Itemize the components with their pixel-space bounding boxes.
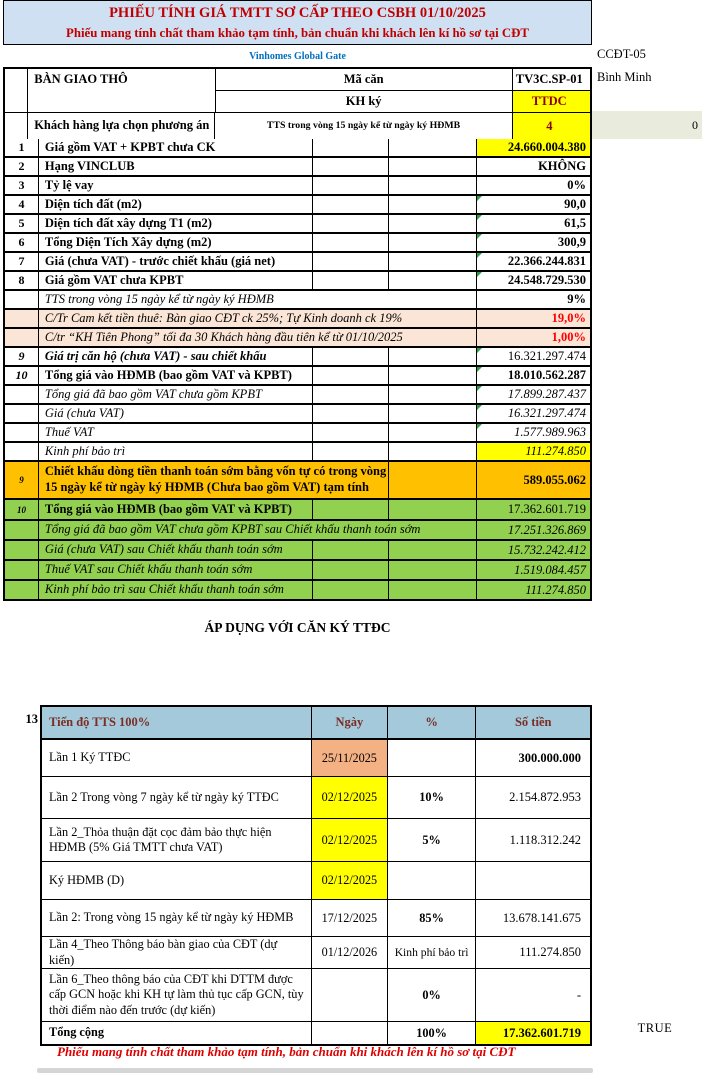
payment-date-cell[interactable]: 02/12/2025	[312, 777, 388, 818]
payment-date-cell: 01/12/2026	[312, 937, 388, 968]
row-number-cell	[5, 310, 39, 327]
sheet-title: PHIẾU TÍNH GIÁ TMTT SƠ CẤP THEO CSBH 01/10/2025	[109, 4, 486, 21]
row-number-cell	[5, 581, 39, 599]
sheet-subtitle: Phiếu mang tính chất tham khảo tạm tính, bản chuẩn khi khách lên kí hồ sơ tại CĐT	[66, 25, 529, 40]
payment-percent-cell: 85%	[388, 900, 477, 936]
payment-row	[42, 819, 590, 862]
empty-cell	[389, 196, 478, 213]
value-cell: 111.274.850	[477, 581, 592, 599]
empty-cell	[389, 443, 478, 460]
price-row	[3, 177, 592, 196]
row-number-cell: 1	[5, 139, 39, 156]
payment-header-percent: %	[388, 707, 477, 738]
empty-cell	[389, 253, 478, 270]
row-number-cell	[5, 405, 39, 422]
row-number-cell	[5, 386, 39, 403]
value-cell[interactable]: 24.660.004.380	[477, 139, 592, 156]
payment-row	[42, 900, 590, 937]
price-row	[3, 367, 592, 386]
value-cell: 1,00%	[477, 329, 592, 346]
payment-row-number: 13	[25, 712, 38, 726]
label-cell: Kinh phí bảo trì	[39, 443, 313, 460]
true-flag: TRUE	[637, 1021, 673, 1035]
value-cell: 16.321.297.474	[477, 405, 592, 422]
value-cell: 15.732.242.412	[477, 541, 592, 559]
label-cell: Giá gồm VAT chưa KPBT	[39, 272, 313, 289]
value-cell: 1.577.989.963	[477, 424, 592, 441]
empty-cell	[313, 367, 389, 384]
payment-label-cell: Lần 4_Theo Thông báo bàn giao của CĐT (dự kiến)	[42, 937, 312, 968]
label-cell: Diện tích đất (m2)	[39, 196, 313, 213]
empty-cell	[313, 561, 389, 579]
label-cell: Thuế VAT sau Chiết khấu thanh toán sớm	[39, 561, 313, 579]
payment-date-cell	[312, 1022, 388, 1044]
price-row	[3, 541, 592, 561]
price-row	[3, 234, 592, 253]
brand-line	[3, 45, 592, 67]
empty-cell	[389, 177, 478, 194]
label-cell: Diện tích đất xây dựng T1 (m2)	[39, 215, 313, 232]
info-table	[3, 67, 592, 141]
empty-cell	[389, 367, 478, 384]
row-number-cell: 8	[5, 272, 39, 289]
footer-note: Phiếu mang tính chất tham khảo tạm tính, bản chuẩn khi khách lên kí hồ sơ tại CĐT	[57, 1044, 516, 1059]
payment-row	[42, 937, 590, 969]
option-value-cell[interactable]: 4	[513, 113, 592, 141]
code-label: CCĐT-05	[597, 47, 646, 61]
value-cell: 24.548.729.530	[477, 272, 592, 289]
option-label: Khách hàng lựa chọn phương án	[28, 113, 215, 141]
price-row	[3, 386, 592, 405]
price-row	[3, 139, 592, 158]
price-row	[3, 581, 592, 601]
row-number-cell	[5, 521, 39, 539]
empty-cell	[389, 462, 478, 498]
sign-label: KH ký	[216, 91, 513, 113]
payment-table	[40, 705, 592, 1046]
empty-cell	[389, 158, 478, 175]
row-number-cell	[5, 541, 39, 559]
label-cell: Hạng VINCLUB	[39, 158, 313, 175]
payment-amount-cell: 1.118.312.242	[509, 832, 581, 847]
brand-name: Vinhomes Global Gate	[249, 50, 346, 62]
value-cell: 1.519.084.457	[477, 561, 592, 579]
empty-cell	[313, 386, 389, 403]
price-row	[3, 462, 592, 500]
bottom-scroll-bar	[37, 1068, 593, 1073]
payment-row	[42, 777, 590, 819]
payment-label-cell: Tổng cộng	[42, 1022, 312, 1044]
row-number-cell	[5, 561, 39, 579]
label-cell: Chiết khấu dòng tiền thanh toán sớm bằng vốn tự có trong vòng 15 ngày kể từ ngày ký HĐMB (Chưa bao gồm VAT) tạm tính	[39, 462, 389, 498]
sign-value-cell[interactable]: TTDC	[513, 91, 592, 113]
label-cell: TTS trong vòng 15 ngày kể từ ngày ký HĐMB	[39, 291, 478, 308]
empty-cell	[313, 215, 389, 232]
empty-cell	[389, 348, 478, 365]
empty-cell	[313, 234, 389, 251]
payment-date-cell	[312, 969, 388, 1021]
payment-header-date: Ngày	[312, 707, 388, 738]
row-number-cell	[5, 443, 39, 460]
payment-row	[42, 740, 590, 777]
price-row	[3, 272, 592, 291]
label-cell: Giá (chưa VAT)	[39, 405, 313, 422]
empty-cell	[389, 581, 478, 599]
label-cell: Giá (chưa VAT) - trước chiết khấu (giá net)	[39, 253, 313, 270]
label-cell: C/tr “KH Tiên Phong” tối đa 30 Khách hàng đầu tiên kể từ 01/10/2025	[39, 329, 478, 346]
empty-cell	[313, 405, 389, 422]
label-cell: Giá gồm VAT + KPBT chưa CK	[39, 139, 313, 156]
row-number-cell	[5, 329, 39, 346]
payment-amount-cell	[476, 862, 590, 899]
price-row	[3, 424, 592, 443]
empty-cell	[313, 177, 389, 194]
empty-cell	[313, 541, 389, 559]
value-cell: KHÔNG	[477, 158, 592, 175]
label-cell: Tỷ lệ vay	[39, 177, 313, 194]
label-cell: Giá (chưa VAT) sau Chiết khấu thanh toán sớm	[39, 541, 313, 559]
value-cell: 17.899.287.437	[477, 386, 592, 403]
label-cell: Giá trị căn hộ (chưa VAT) - sau chiết khấu	[39, 348, 313, 365]
price-row	[3, 196, 592, 215]
empty-cell	[389, 424, 478, 441]
empty-cell	[389, 386, 478, 403]
value-cell: 90,0	[477, 196, 592, 213]
main-table	[3, 139, 592, 601]
empty-cell	[313, 443, 389, 460]
row-number-cell: 7	[5, 253, 39, 270]
price-row	[3, 405, 592, 424]
sign-row	[3, 91, 592, 113]
row-number-cell	[5, 291, 39, 308]
empty-cell	[389, 541, 478, 559]
row-number-cell: 2	[5, 158, 39, 175]
payment-amount-cell[interactable]: 17.362.601.719	[476, 1022, 590, 1044]
payment-amount-cell: 2.154.872.953	[509, 790, 581, 804]
value-cell: 17.362.601.719	[477, 500, 592, 519]
option-note: TTS trong vòng 15 ngày kể từ ngày ký HĐMB	[215, 113, 512, 141]
row-number-cell	[5, 424, 39, 441]
payment-amount-cell: 111.274.850	[519, 945, 581, 959]
unit-code-value: TV3C.SP-01	[513, 69, 592, 91]
payment-percent-cell: 100%	[388, 1022, 477, 1044]
empty-cell	[313, 196, 389, 213]
empty-cell	[313, 139, 389, 156]
label-cell: Thuế VAT	[39, 424, 313, 441]
label-cell: Tổng giá đã bao gồm VAT chưa gồm KPBT	[39, 386, 313, 403]
price-row	[3, 291, 592, 310]
handover-label: BÀN GIAO THÔ	[28, 69, 216, 91]
price-row	[3, 215, 592, 234]
row-number-cell: 10	[5, 500, 39, 519]
label-cell: Tổng giá vào HĐMB (bao gồm VAT và KPBT)	[39, 500, 313, 519]
empty-cell	[313, 581, 389, 599]
payment-label-cell: Ký HĐMB (D)	[42, 862, 312, 899]
agent-name: Bình Minh	[597, 70, 652, 84]
price-row	[3, 521, 592, 541]
price-row	[3, 348, 592, 367]
payment-amount-cell: 13.678.141.675	[502, 910, 581, 925]
payment-label-cell: Lần 2 Trong vòng 7 ngày kể từ ngày ký TTĐC	[42, 777, 312, 818]
payment-label-cell: Lần 6_Theo thông báo của CĐT khi DTTM được cấp GCN hoặc khi KH tự làm thủ tục cấp GCN, tùy thời điểm nào đến trước (dự kiến)	[42, 969, 312, 1021]
payment-percent-cell: 0%	[388, 969, 477, 1021]
empty-cell	[389, 500, 478, 519]
value-cell[interactable]: 111.274.850	[477, 443, 592, 460]
empty-cell	[389, 561, 478, 579]
unit-code-label: Mã căn	[216, 69, 513, 91]
payment-label-cell: Lần 1 Ký TTĐC	[42, 740, 312, 776]
empty-cell	[389, 139, 478, 156]
label-cell: Tổng giá vào HĐMB (bao gồm VAT và KPBT)	[39, 367, 313, 384]
option-row	[3, 113, 592, 141]
handover-row	[3, 69, 592, 91]
empty-cell	[313, 272, 389, 289]
value-cell: 61,5	[477, 215, 592, 232]
aux-value-cell: 0	[592, 111, 702, 139]
payment-percent-cell	[388, 740, 477, 776]
payment-percent-cell: 10%	[388, 777, 477, 818]
payment-label-cell: Lần 2_Thỏa thuận đặt cọc đảm bảo thực hiện HĐMB (5% Giá TMTT chưa VAT)	[42, 819, 312, 861]
empty-cell	[313, 500, 389, 519]
empty-cell	[313, 158, 389, 175]
payment-label-cell: Lần 2: Trong vòng 15 ngày kể từ ngày ký HĐMB	[42, 900, 312, 936]
price-row	[3, 310, 592, 329]
empty-cell	[389, 405, 478, 422]
payment-header-progress: Tiến độ TTS 100%	[42, 707, 312, 738]
value-cell: 9%	[477, 291, 592, 308]
payment-date-cell[interactable]: 02/12/2025	[312, 819, 388, 861]
row-number-cell: 9	[5, 348, 39, 365]
payment-row	[42, 862, 590, 900]
payment-percent-cell: Kinh phí bảo trì	[388, 937, 477, 968]
row-number-cell: 4	[5, 196, 39, 213]
label-cell: C/Tr Cam kết tiền thuê: Bàn giao CĐT ck 25%; Tự Kinh doanh ck 19%	[39, 310, 478, 327]
row-number-cell: 10	[5, 367, 39, 384]
payment-row	[42, 1022, 590, 1044]
label-cell: Tổng giá đã bao gồm VAT chưa gồm KPBT sau Chiết khấu thanh toán sớm	[39, 521, 478, 539]
price-row	[3, 443, 592, 462]
payment-date-cell[interactable]: 25/11/2025	[312, 740, 388, 776]
price-row	[3, 329, 592, 348]
payment-header-row	[42, 707, 590, 740]
label-cell: Tổng Diện Tích Xây dựng (m2)	[39, 234, 313, 251]
payment-amount-cell: 300.000.000	[518, 750, 581, 765]
payment-date-cell[interactable]: 02/12/2025	[312, 862, 388, 899]
value-cell: 0%	[477, 177, 592, 194]
price-row	[3, 253, 592, 272]
value-cell: 589.055.062	[477, 462, 592, 498]
empty-cell	[313, 424, 389, 441]
row-number-cell: 3	[5, 177, 39, 194]
empty-cell	[313, 253, 389, 270]
empty-cell	[389, 272, 478, 289]
row-number-cell: 6	[5, 234, 39, 251]
label-cell: Kinh phí bảo trì sau Chiết khấu thanh toán sớm	[39, 581, 313, 599]
row-number-cell: 5	[5, 215, 39, 232]
value-cell: 16.321.297.474	[477, 348, 592, 365]
empty-cell	[313, 348, 389, 365]
payment-percent-cell: 5%	[388, 819, 477, 861]
empty-cell	[389, 234, 478, 251]
price-row	[3, 561, 592, 581]
price-row	[3, 500, 592, 521]
payment-date-cell: 17/12/2025	[312, 900, 388, 936]
value-cell: 18.010.562.287	[477, 367, 592, 384]
title-bar	[3, 0, 592, 45]
payment-header-amount: Số tiền	[514, 715, 552, 729]
row-number-cell: 9	[5, 462, 39, 498]
value-cell: 19,0%	[477, 310, 592, 327]
payment-amount-cell: -	[576, 987, 581, 1002]
payment-row	[42, 969, 590, 1022]
value-cell: 300,9	[477, 234, 592, 251]
section-title: ÁP DỤNG VỚI CĂN KÝ TTĐC	[204, 620, 391, 635]
value-cell: 17.251.326.869	[477, 521, 592, 539]
value-cell: 22.366.244.831	[477, 253, 592, 270]
payment-percent-cell	[388, 862, 477, 899]
price-row	[3, 158, 592, 177]
empty-cell	[389, 215, 478, 232]
